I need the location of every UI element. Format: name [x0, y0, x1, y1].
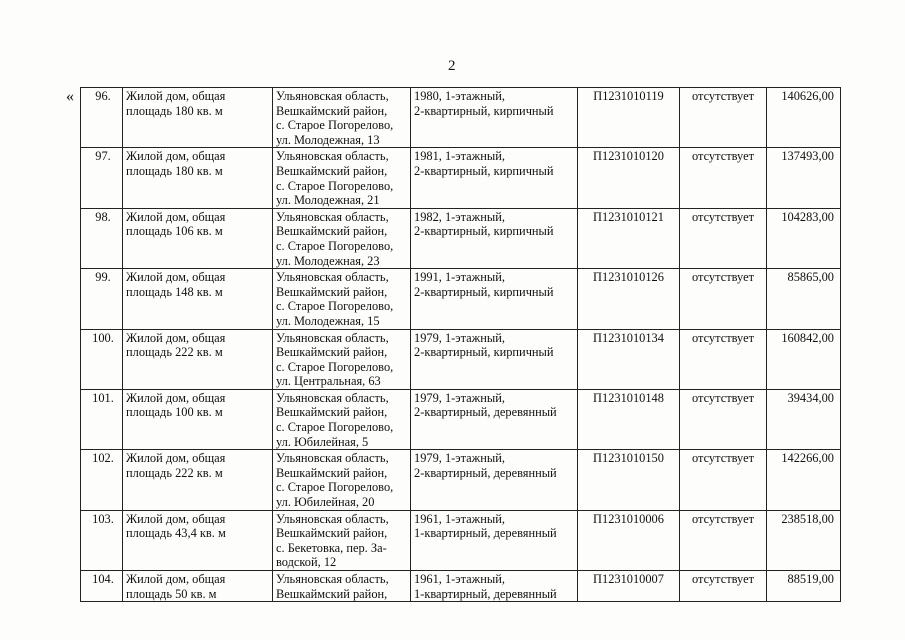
address-cell-line: Вешкаймский район,	[276, 103, 388, 118]
details-cell-line: 2-квартирный, деревянный	[414, 405, 557, 420]
details-cell-line: 1979, 1-этажный,	[414, 390, 505, 405]
address-cell-line: с. Старое Погорелово,	[276, 118, 394, 133]
address-cell-line: Ульяновская область,	[276, 572, 389, 586]
description-cell-line: Жилой дом, общая	[126, 270, 226, 285]
description-cell-line: Жилой дом, общая	[126, 572, 226, 586]
table-row	[81, 510, 841, 570]
address-cell-line: ул. Юбилейная, 5	[276, 434, 369, 449]
value-cell: 88519,00	[767, 571, 841, 602]
address-cell-line: ул. Юбилейная, 20	[276, 495, 375, 510]
value-cell: 104283,00	[767, 208, 841, 268]
encumbrance-cell: отсутствует	[680, 389, 767, 449]
details-cell-line: 2-квартирный, кирпичный	[414, 103, 554, 118]
details-cell-line: 1961, 1-этажный,	[414, 511, 505, 526]
description-cell-line: площадь 148 кв. м	[126, 284, 223, 299]
registry-number-cell: П1231010120	[578, 148, 680, 208]
table-row	[81, 148, 841, 208]
address-cell	[273, 389, 411, 449]
description-cell	[123, 148, 273, 208]
description-cell-line: площадь 180 кв. м	[126, 163, 223, 178]
address-cell-line: с. Старое Погорелово,	[276, 299, 394, 314]
address-cell-line: Вешкаймский район,	[276, 345, 388, 360]
row-number-cell: 104.	[81, 571, 123, 602]
details-cell-line: 2-квартирный, кирпичный	[414, 224, 554, 239]
encumbrance-cell: отсутствует	[680, 148, 767, 208]
details-cell-line: 1981, 1-этажный,	[414, 149, 505, 164]
details-cell	[411, 510, 578, 570]
value-cell: 85865,00	[767, 269, 841, 329]
description-cell	[123, 208, 273, 268]
property-table	[80, 87, 841, 602]
encumbrance-cell: отсутствует	[680, 269, 767, 329]
description-cell-line: Жилой дом, общая	[126, 511, 226, 526]
description-cell	[123, 571, 273, 602]
encumbrance-cell: отсутствует	[680, 208, 767, 268]
row-number-cell: 96.	[81, 88, 123, 148]
registry-number-cell: П1231010134	[578, 329, 680, 389]
address-cell-line: с. Старое Погорелово,	[276, 359, 394, 374]
address-cell-line: Ульяновская область,	[276, 330, 389, 345]
opening-quote-mark: «	[66, 88, 74, 105]
description-cell-line: Жилой дом, общая	[126, 209, 226, 224]
row-number-cell: 101.	[81, 389, 123, 449]
address-cell-line: Ульяновская область,	[276, 390, 389, 405]
description-cell-line: Жилой дом, общая	[126, 451, 226, 466]
description-cell-line: площадь 50 кв. м	[126, 586, 217, 601]
address-cell	[273, 450, 411, 510]
details-cell	[411, 88, 578, 148]
registry-number-cell: П1231010006	[578, 510, 680, 570]
description-cell	[123, 450, 273, 510]
details-cell-line: 1979, 1-этажный,	[414, 330, 505, 345]
description-cell	[123, 88, 273, 148]
address-cell	[273, 269, 411, 329]
address-cell-line: Вешкаймский район,	[276, 465, 388, 480]
address-cell-line: Ульяновская область,	[276, 451, 389, 466]
details-cell	[411, 450, 578, 510]
table-row	[81, 450, 841, 510]
row-number-cell: 103.	[81, 510, 123, 570]
address-cell-line: Ульяновская область,	[276, 89, 389, 103]
row-number-cell: 100.	[81, 329, 123, 389]
details-cell	[411, 329, 578, 389]
table-row	[81, 208, 841, 268]
address-cell-line: с. Старое Погорелово,	[276, 480, 394, 495]
row-number-cell: 97.	[81, 148, 123, 208]
details-cell	[411, 571, 578, 602]
address-cell-line: с. Старое Погорелово,	[276, 420, 394, 435]
row-number-cell: 99.	[81, 269, 123, 329]
address-cell-line: ул. Центральная, 63	[276, 374, 381, 389]
address-cell	[273, 510, 411, 570]
registry-number-cell: П1231010148	[578, 389, 680, 449]
details-cell	[411, 148, 578, 208]
description-cell-line: площадь 43,4 кв. м	[126, 526, 226, 541]
registry-number-cell: П1231010126	[578, 269, 680, 329]
description-cell	[123, 269, 273, 329]
description-cell-line: площадь 100 кв. м	[126, 405, 223, 420]
details-cell-line: 2-квартирный, деревянный	[414, 465, 557, 480]
table-row	[81, 269, 841, 329]
description-cell	[123, 510, 273, 570]
table-row	[81, 571, 841, 602]
address-cell-line: с. Старое Погорелово,	[276, 238, 394, 253]
address-cell-line: ул. Молодежная, 21	[276, 193, 380, 208]
description-cell-line: площадь 106 кв. м	[126, 224, 223, 239]
description-cell	[123, 389, 273, 449]
details-cell-line: 2-квартирный, кирпичный	[414, 345, 554, 360]
details-cell-line: 2-квартирный, кирпичный	[414, 163, 554, 178]
address-cell-line: ул. Молодежная, 23	[276, 253, 380, 268]
value-cell: 238518,00	[767, 510, 841, 570]
address-cell	[273, 329, 411, 389]
details-cell-line: 1991, 1-этажный,	[414, 270, 505, 285]
registry-number-cell: П1231010007	[578, 571, 680, 602]
description-cell-line: площадь 180 кв. м	[126, 103, 223, 118]
description-cell-line: площадь 222 кв. м	[126, 465, 223, 480]
value-cell: 142266,00	[767, 450, 841, 510]
value-cell: 140626,00	[767, 88, 841, 148]
table-row	[81, 88, 841, 148]
address-cell	[273, 571, 411, 602]
address-cell-line: ул. Молодежная, 15	[276, 313, 380, 328]
details-cell-line: 1982, 1-этажный,	[414, 209, 505, 224]
address-cell-line: Ульяновская область,	[276, 209, 389, 224]
address-cell-line: Вешкаймский район,	[276, 526, 388, 541]
details-cell-line: 1-квартирный, деревянный	[414, 586, 557, 601]
details-cell	[411, 389, 578, 449]
address-cell	[273, 208, 411, 268]
description-cell-line: Жилой дом, общая	[126, 390, 226, 405]
registry-number-cell: П1231010121	[578, 208, 680, 268]
address-cell-line: ул. Молодежная, 13	[276, 132, 380, 147]
address-cell-line: Вешкаймский район,	[276, 586, 388, 601]
description-cell-line: площадь 222 кв. м	[126, 345, 223, 360]
value-cell: 160842,00	[767, 329, 841, 389]
page-number: 2	[448, 58, 456, 74]
address-cell-line: с. Бекетовка, пер. За-	[276, 540, 387, 555]
address-cell-line: Вешкаймский район,	[276, 224, 388, 239]
address-cell-line: водской, 12	[276, 555, 337, 570]
address-cell	[273, 148, 411, 208]
address-cell	[273, 88, 411, 148]
table-row	[81, 329, 841, 389]
encumbrance-cell: отсутствует	[680, 450, 767, 510]
registry-number-cell: П1231010150	[578, 450, 680, 510]
description-cell-line: Жилой дом, общая	[126, 149, 226, 164]
details-cell-line: 1979, 1-этажный,	[414, 451, 505, 466]
address-cell-line: Вешкаймский район,	[276, 405, 388, 420]
address-cell-line: Вешкаймский район,	[276, 284, 388, 299]
details-cell-line: 1-квартирный, деревянный	[414, 526, 557, 541]
address-cell-line: Ульяновская область,	[276, 511, 389, 526]
registry-number-cell: П1231010119	[578, 88, 680, 148]
row-number-cell: 102.	[81, 450, 123, 510]
address-cell-line: Ульяновская область,	[276, 149, 389, 164]
address-cell-line: Вешкаймский район,	[276, 163, 388, 178]
value-cell: 137493,00	[767, 148, 841, 208]
encumbrance-cell: отсутствует	[680, 571, 767, 602]
address-cell-line: с. Старое Погорелово,	[276, 178, 394, 193]
description-cell	[123, 329, 273, 389]
row-number-cell: 98.	[81, 208, 123, 268]
address-cell-line: Ульяновская область,	[276, 270, 389, 285]
description-cell-line: Жилой дом, общая	[126, 330, 226, 345]
details-cell-line: 1961, 1-этажный,	[414, 572, 505, 586]
details-cell-line: 1980, 1-этажный,	[414, 89, 505, 103]
encumbrance-cell: отсутствует	[680, 510, 767, 570]
details-cell	[411, 208, 578, 268]
encumbrance-cell: отсутствует	[680, 329, 767, 389]
value-cell: 39434,00	[767, 389, 841, 449]
encumbrance-cell: отсутствует	[680, 88, 767, 148]
details-cell	[411, 269, 578, 329]
description-cell-line: Жилой дом, общая	[126, 89, 226, 103]
details-cell-line: 2-квартирный, кирпичный	[414, 284, 554, 299]
table-row	[81, 389, 841, 449]
